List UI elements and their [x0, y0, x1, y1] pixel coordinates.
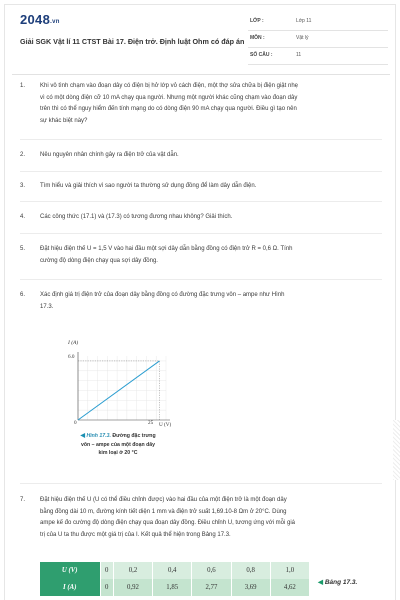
text-line: vì có một dòng điện cỡ 10 mA chạy qua người. Nhưng một người khác cũng chạm vào đoạn dây	[40, 94, 298, 101]
question-text	[40, 495, 295, 541]
table-cell: 0,2	[113, 562, 152, 579]
meta-panel	[248, 14, 388, 65]
figure-17-3	[60, 336, 182, 468]
header-divider	[12, 74, 390, 75]
text-line: Đặt hiệu điện thế U (U có thể điều chỉnh được) vào hai đầu của một điện trở là một đoạn dây	[40, 497, 287, 503]
table-row	[40, 562, 310, 579]
y-tick-label: 6.0	[68, 354, 75, 360]
question-text	[40, 81, 298, 127]
question-1	[20, 81, 382, 129]
text-line: sự khác biệt này?	[40, 117, 88, 124]
header	[12, 8, 390, 66]
meta-value: 11	[296, 52, 302, 58]
meta-value: Lớp 11	[296, 18, 312, 24]
table-cell: 4,62	[270, 579, 309, 596]
table-cell: 3,69	[231, 579, 270, 596]
divider	[20, 139, 382, 140]
divider	[20, 201, 382, 202]
question-text	[40, 290, 284, 313]
text-line: Nêu nguyên nhân chính gây ra điện trở của vật dẫn.	[40, 152, 179, 158]
question-number: 2.	[20, 152, 26, 158]
meta-value: Vật lý	[296, 35, 309, 41]
site-logo[interactable]	[20, 12, 60, 27]
text-line: cường độ dòng điện chạy qua sợi dây đồng.	[40, 257, 158, 264]
page-edge-shading	[393, 420, 400, 480]
table-cell: 0,4	[153, 562, 192, 579]
table-cell: 0,6	[192, 562, 231, 579]
x-origin-label: 0	[74, 420, 77, 426]
text-line: ampe kế đo cường độ dòng điện chạy qua đoạn dây đồng. Điều chỉnh U, tương ứng với mỗi giá	[40, 520, 296, 526]
figure-number: Hình 17.3.	[86, 433, 111, 439]
document-title: Giải SGK Vật lí 11 CTST Bài 17. Điện trở. Định luật Ohm có đáp án	[20, 37, 245, 46]
data-table	[40, 562, 310, 596]
divider	[20, 279, 382, 280]
caption-line: kim loại ở 20 °C	[98, 450, 138, 456]
vi-characteristic-chart	[60, 336, 182, 432]
table-cell: 1,85	[153, 579, 192, 596]
divider	[20, 483, 382, 484]
question-number: 7.	[20, 497, 26, 503]
question-text	[40, 181, 256, 193]
text-line: trị của U ta thu được một giá trị của I. Kết quả thể hiện trong Bảng 17.3.	[40, 531, 231, 538]
divider	[20, 233, 382, 234]
question-7	[20, 495, 382, 543]
question-text	[40, 212, 232, 224]
table-cell: 0,92	[113, 579, 152, 596]
table-cell: 1,0	[270, 562, 309, 579]
y-axis-label: I (A)	[68, 340, 79, 346]
text-line: Đặt hiệu điện thế U = 1,5 V vào hai đầu một sợi dây dẫn bằng đồng có điện trở R = 0,6 Ω. Tính	[40, 246, 293, 252]
question-number: 6.	[20, 292, 26, 298]
x-tick-label: 25	[148, 420, 154, 426]
logo-suffix: .vn	[50, 19, 60, 25]
table-row	[40, 579, 310, 596]
table-caption	[318, 578, 357, 586]
question-3	[20, 181, 382, 193]
x-axis-label: U (V)	[159, 422, 172, 428]
row-header: U (V)	[40, 562, 100, 579]
question-4	[20, 212, 382, 224]
logo-text: 2048	[20, 12, 51, 27]
meta-key: MÔN :	[250, 35, 265, 41]
table-17-3	[40, 562, 312, 600]
question-text	[40, 244, 293, 267]
text-line: Tìm hiểu và giải thích vì sao người ta thường sử dụng đồng để làm dây dẫn điện.	[40, 183, 257, 189]
text-line: 17.3.	[40, 303, 54, 310]
question-number: 5.	[20, 246, 26, 252]
text-line: trên thì có thể nguy hiểm đến tính mạng do có dòng điện 90 mA chạy qua người. Điều gì tạo nên	[40, 106, 297, 112]
caption-line: Đường đặc trưng	[112, 433, 156, 439]
figure-caption	[60, 432, 176, 458]
meta-key: LỚP :	[250, 18, 264, 24]
question-2	[20, 150, 382, 162]
caption-arrow-icon: ◀	[318, 579, 323, 586]
table-cell: 0,8	[231, 562, 270, 579]
table-cell: 0	[100, 579, 113, 596]
meta-row-class	[248, 14, 388, 31]
meta-row-count	[248, 48, 388, 65]
question-6	[20, 290, 382, 314]
question-5	[20, 244, 382, 268]
text-line: Khi vô tình chạm vào đoạn dây có điện bị hở lớp vỏ cách điện, một thợ sửa chữa bị điện giật nhẹ	[40, 83, 298, 89]
meta-row-subject	[248, 31, 388, 48]
question-number: 3.	[20, 183, 26, 189]
row-header: I (A)	[40, 579, 100, 596]
text-line: Xác định giá trị điện trở của đoạn dây bằng đồng có đường đặc trưng vôn – ampe như Hình	[40, 292, 285, 298]
caption-arrow-icon: ◀	[80, 433, 85, 439]
meta-key: SỐ CÂU :	[250, 52, 273, 58]
table-cell: 2,77	[192, 579, 231, 596]
text-line: bằng đồng dài 10 m, đường kính tiết diện 1 mm và điện trở suất 1,69.10-8 Ωm ở 20°C. Dùng	[40, 508, 287, 515]
question-number: 1.	[20, 83, 26, 89]
question-number: 4.	[20, 214, 26, 220]
table-caption-text: Bảng 17.3.	[324, 579, 358, 586]
text-line: Các công thức (17.1) và (17.3) có tương đương nhau không? Giải thích.	[40, 214, 233, 220]
table-cell: 0	[100, 562, 113, 579]
question-text	[40, 150, 179, 162]
divider	[20, 171, 382, 172]
caption-line: vôn – ampe của một đoạn dây	[80, 441, 156, 448]
